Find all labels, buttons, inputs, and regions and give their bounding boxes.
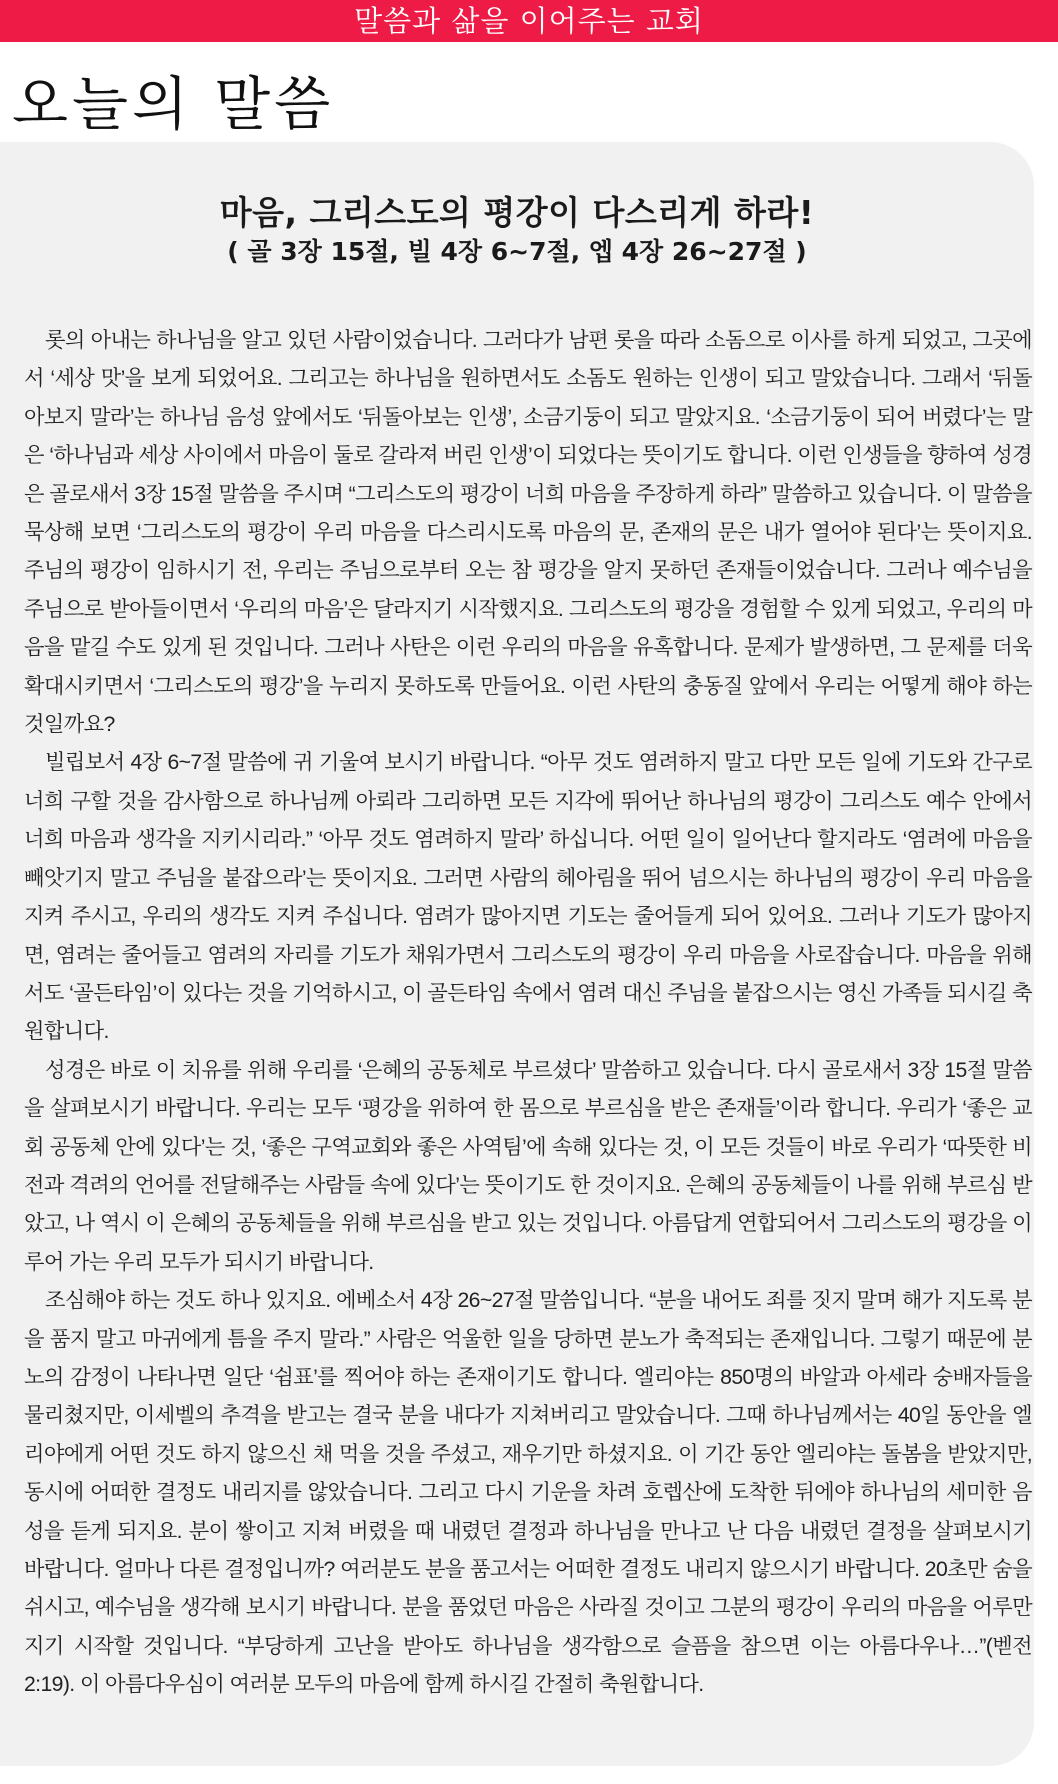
sermon-title: 마음, 그리스도의 평강이 다스리게 하라! — [219, 193, 815, 232]
scripture-reference: ( 골 3장 15절, 빌 4장 6~7절, 엡 4장 26~27절 ) — [227, 237, 807, 266]
sermon-paragraph: 조심해야 하는 것도 하나 있지요. 에베소서 4장 26~27절 말씀입니다. “분을 내어도 죄를 짓지 말며 해가 지도록 분을 품지 말고 마귀에게 틈을 주지 말라.” 사람은 억울한 일을 당하면 분노가 축적되는 존재입니다. 그렇기 때문에 분노의 감정이 나타나면 일단 ‘쉼표’를 찍어야 하는 존재이기도 합니다. 엘리야는 850명의 바알과 아세라 숭배자들을 물리쳤지만, 이세벨의 추격을 받고는 결국 분을 내다가 지쳐버리고 말았습니다. 그때 하나님께서는 40일 동안을 엘리야에게 어떤 것도 하지 않으신 채 먹을 것을 주셨고, 재우기만 하셨지요. 이 기간 동안 엘리야는 돌봄을 받았지만, 동시에 어떠한 결정도 내리지를 않았습니다. 그리고 다시 기운을 차려 호렙산에 도착한 뒤에야 하나님의 세미한 음성을 듣게 되지요. 분이 쌓이고 지쳐 버렸을 때 내렸던 결정과 하나님을 만나고 난 다음 내렸던 결정을 살펴보시기 바랍니다. 얼마나 다른 결정입니까? 여러분도 분을 품고서는 어떠한 결정도 내리지 않으시기 바랍니다. 20초만 숨을 쉬시고, 예수님을 생각해 보시기 바랍니다. 분을 품었던 마음은 사라질 것이고 그분의 평강이 우리의 마음을 어루만지기 시작할 것입니다. “부당하게 고난을 받아도 하나님을 생각함으로 슬픔을 참으면 이는 아름다우나…”(벧전2:19). 이 아름다우심이 여러분 모두의 마음에 함께 하시길 간절히 축원합니다. — [24, 1289, 1032, 1697]
section-title — [12, 62, 334, 146]
sermon-paragraph: 성경은 바로 이 치유를 위해 우리를 ‘은혜의 공동체로 부르셨다’ 말씀하고 있습니다. 다시 골로새서 3장 15절 말씀을 살펴보시기 바랍니다. 우리는 모두 ‘평강을 위하여 한 몸으로 부르심을 받은 존재들’이라 합니다. 우리가 ‘좋은 교회 공동체 안에 있다’는 것, ‘좋은 구역교회와 좋은 사역팀’에 속해 있다는 것, 이 모든 것들이 바로 우리가 ‘따뜻한 비전과 격려의 언어를 전달해주는 사람들 속에 있다’는 뜻이기도 한 것이지요. 은혜의 공동체들이 나를 위해 부르심 받았고, 나 역시 이 은혜의 공동체들을 위해 부르심을 받고 있는 것입니다. 아름답게 연합되어서 그리스도의 평강을 이루어 가는 우리 모두가 되시기 바랍니다. — [24, 1058, 1032, 1274]
sermon-paragraph: 빌립보서 4장 6~7절 말씀에 귀 기울여 보시기 바랍니다. “아무 것도 염려하지 말고 다만 모든 일에 기도와 간구로 너희 구할 것을 감사함으로 하나님께 아뢰라 그리하면 모든 지각에 뛰어난 하나님의 평강이 그리스도 예수 안에서 너희 마음과 생각을 지키시리라.” ‘아무 것도 염려하지 말라’ 하십니다. 어떤 일이 일어난다 할지라도 ‘염려에 마음을 빼앗기지 말고 주님을 붙잡으라’는 뜻이지요. 그러면 사람의 헤아림을 뛰어 넘으시는 하나님의 평강이 우리 마음을 지켜 주시고, 우리의 생각도 지켜 주십니다. 염려가 많아지면 기도는 줄어들게 되어 있어요. 그러나 기도가 많아지면, 염려는 줄어들고 염려의 자리를 기도가 채워가면서 그리스도의 평강이 우리 마음을 사로잡습니다. 마음을 위해서도 ‘골든타임’이 있다는 것을 기억하시고, 이 골든타임 속에서 염려 대신 주님을 붙잡으시는 영신 가족들 되시길 축원합니다. — [24, 751, 1032, 1044]
church-slogan-banner — [0, 0, 1058, 42]
sermon-paragraph: 롯의 아내는 하나님을 알고 있던 사람이었습니다. 그러다가 남편 롯을 따라 소돔으로 이사를 하게 되었고, 그곳에서 ‘세상 맛’을 보게 되었어요. 그리고는 하나님을 원하면서도 소돔도 원하는 인생이 되고 말았습니다. 그래서 ‘뒤돌아보지 말라’는 하나님 음성 앞에서도 ‘뒤돌아보는 인생’, 소금기둥이 되고 말았지요. ‘소금기둥이 되어 버렸다’는 말은 ‘하나님과 세상 사이에서 마음이 둘로 갈라져 버린 인생’이 되었다는 뜻이기도 합니다. 이런 인생들을 향하여 성경은 골로새서 3장 15절 말씀을 주시며 “그리스도의 평강이 너희 마음을 주장하게 하라” 말씀하고 있습니다. 이 말씀을 묵상해 보면 ‘그리스도의 평강이 우리 마음을 다스리시도록 마음의 문, 존재의 문은 내가 열어야 된다’는 뜻이지요. 주님의 평강이 임하시기 전, 우리는 주님으로부터 오는 참 평강을 알지 못하던 존재들이었습니다. 그러나 예수님을 주님으로 받아들이면서 ‘우리의 마음’은 달라지기 시작했지요. 그리스도의 평강을 경험할 수 있게 되었고, 우리의 마음을 맡길 수도 있게 된 것입니다. 그러나 사탄은 이런 우리의 마음을 유혹합니다. 문제가 발생하면, 그 문제를 더욱 확대시키면서 ‘그리스도의 평강’을 누리지 못하도록 만들어요. 이런 사탄의 충동질 앞에서 우리는 어떻게 해야 하는 것일까요? — [24, 329, 1032, 737]
church-slogan-text: 말씀과 삶을 이어주는 교회 — [354, 4, 704, 38]
section-title-word-sermon: 말씀 — [214, 70, 335, 138]
section-title-word-today: 오늘의 — [12, 70, 193, 138]
sermon-body — [24, 322, 1032, 1705]
